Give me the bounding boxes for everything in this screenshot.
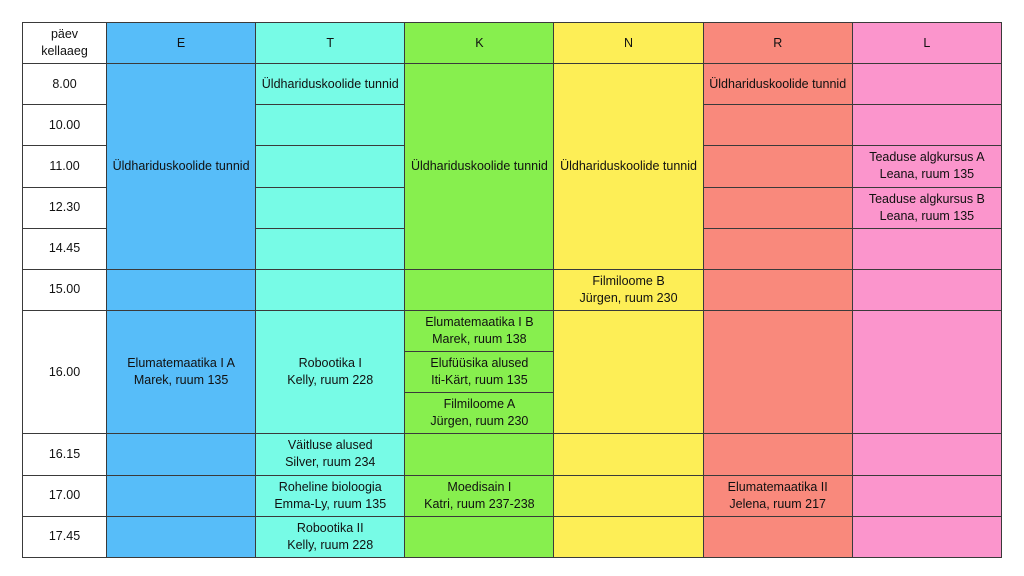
course-teacher-room: Kelly, ruum 228: [287, 373, 374, 388]
time-cell: 17.00: [23, 475, 107, 516]
cell-t-vaitluse: [256, 434, 405, 475]
cell-t-robootika-2: [256, 516, 405, 557]
cell-r-empty: [703, 146, 852, 187]
cell-l-empty: [852, 105, 1001, 146]
course-title: Elumatemaatika II: [727, 479, 828, 494]
time-cell: 12.30: [23, 187, 107, 228]
course-title: Elumatemaatika I B: [425, 315, 534, 330]
course-teacher-room: Leana, ruum 135: [879, 167, 975, 182]
cell-l-empty: [852, 269, 1001, 310]
cell-e-empty: [107, 434, 256, 475]
course-title: Roheline bioloogia: [278, 479, 382, 494]
cell-k-filmiloome-a: [405, 393, 554, 434]
course-teacher-room: Marek, ruum 135: [133, 373, 229, 388]
cell-k-general: Üldhariduskoolide tunnid: [405, 64, 554, 270]
course-title: Elufüüsika alused: [430, 356, 529, 371]
course-title: Elumatemaatika I A: [127, 356, 235, 371]
cell-l-empty: [852, 434, 1001, 475]
cell-k-empty: [405, 269, 554, 310]
cell-k-moedisain: [405, 475, 554, 516]
course-teacher-room: Marek, ruum 138: [432, 332, 527, 347]
cell-e-empty: [107, 269, 256, 310]
course-teacher-room: Jürgen, ruum 230: [579, 290, 678, 305]
cell-r-empty: [703, 269, 852, 310]
course-title: Teaduse algkursus B: [868, 191, 985, 206]
cell-t-empty: [256, 187, 405, 228]
cell-n-empty: [554, 516, 703, 557]
cell-t-roheline-bioloogia: [256, 475, 405, 516]
cell-k-elufuusika: [405, 352, 554, 393]
course-teacher-room: Silver, ruum 234: [285, 455, 376, 470]
time-cell: 14.45: [23, 228, 107, 269]
cell-n-filmiloome-b: [554, 269, 703, 310]
course-title: Väitluse alused: [287, 438, 373, 453]
course-title: Robootika II: [296, 520, 364, 535]
cell-r-general: Üldhariduskoolide tunnid: [703, 64, 852, 105]
cell-r-empty: [703, 310, 852, 433]
cell-e-empty: [107, 475, 256, 516]
day-header-n: N: [554, 23, 703, 64]
cell-l-empty: [852, 475, 1001, 516]
time-cell: 16.00: [23, 310, 107, 433]
cell-t-empty: [256, 228, 405, 269]
cell-r-empty: [703, 228, 852, 269]
day-header-l: L: [852, 23, 1001, 64]
cell-l-teaduse-b: [852, 187, 1001, 228]
cell-r-empty: [703, 434, 852, 475]
course-teacher-room: Iti-Kärt, ruum 135: [431, 373, 528, 388]
corner-day-label: päev: [50, 27, 79, 42]
corner-header: [23, 23, 107, 64]
day-header-e: E: [107, 23, 256, 64]
cell-t-robootika-1: [256, 310, 405, 433]
course-title: Moedisain I: [447, 479, 512, 494]
cell-t-empty: [256, 146, 405, 187]
cell-e-empty: [107, 516, 256, 557]
cell-l-empty: [852, 228, 1001, 269]
day-header-k: K: [405, 23, 554, 64]
cell-l-empty: [852, 310, 1001, 433]
day-header-t: T: [256, 23, 405, 64]
course-teacher-room: Katri, ruum 237-238: [424, 496, 535, 511]
course-teacher-room: Jürgen, ruum 230: [430, 414, 529, 429]
cell-l-teaduse-a: [852, 146, 1001, 187]
cell-r-empty: [703, 516, 852, 557]
cell-k-empty: [405, 516, 554, 557]
course-title: Filmiloome A: [443, 397, 516, 412]
cell-n-empty: [554, 310, 703, 433]
cell-e-elumatemaatika-1a: [107, 310, 256, 433]
cell-n-empty: [554, 434, 703, 475]
cell-e-general: Üldhariduskoolide tunnid: [107, 64, 256, 270]
cell-t-empty: [256, 269, 405, 310]
course-title: Robootika I: [298, 356, 362, 371]
cell-r-elumatemaatika-2: [703, 475, 852, 516]
day-header-r: R: [703, 23, 852, 64]
cell-t-general: Üldhariduskoolide tunnid: [256, 64, 405, 105]
cell-n-general: Üldhariduskoolide tunnid: [554, 64, 703, 270]
course-teacher-room: Leana, ruum 135: [879, 208, 975, 223]
course-teacher-room: Emma-Ly, ruum 135: [274, 496, 387, 511]
cell-n-empty: [554, 475, 703, 516]
cell-l-empty: [852, 64, 1001, 105]
corner-time-label: kellaaeg: [41, 44, 88, 59]
course-teacher-room: Jelena, ruum 217: [729, 496, 826, 511]
cell-r-empty: [703, 187, 852, 228]
cell-k-elumatemaatika-1b: [405, 310, 554, 351]
time-cell: 8.00: [23, 64, 107, 105]
course-title: Teaduse algkursus A: [869, 150, 985, 165]
course-title: Filmiloome B: [592, 273, 665, 288]
time-cell: 10.00: [23, 105, 107, 146]
cell-r-empty: [703, 105, 852, 146]
time-cell: 16.15: [23, 434, 107, 475]
time-cell: 11.00: [23, 146, 107, 187]
time-cell: 15.00: [23, 269, 107, 310]
cell-k-empty: [405, 434, 554, 475]
cell-t-empty: [256, 105, 405, 146]
cell-l-empty: [852, 516, 1001, 557]
schedule-table: [22, 22, 1002, 558]
time-cell: 17.45: [23, 516, 107, 557]
course-teacher-room: Kelly, ruum 228: [287, 537, 374, 552]
